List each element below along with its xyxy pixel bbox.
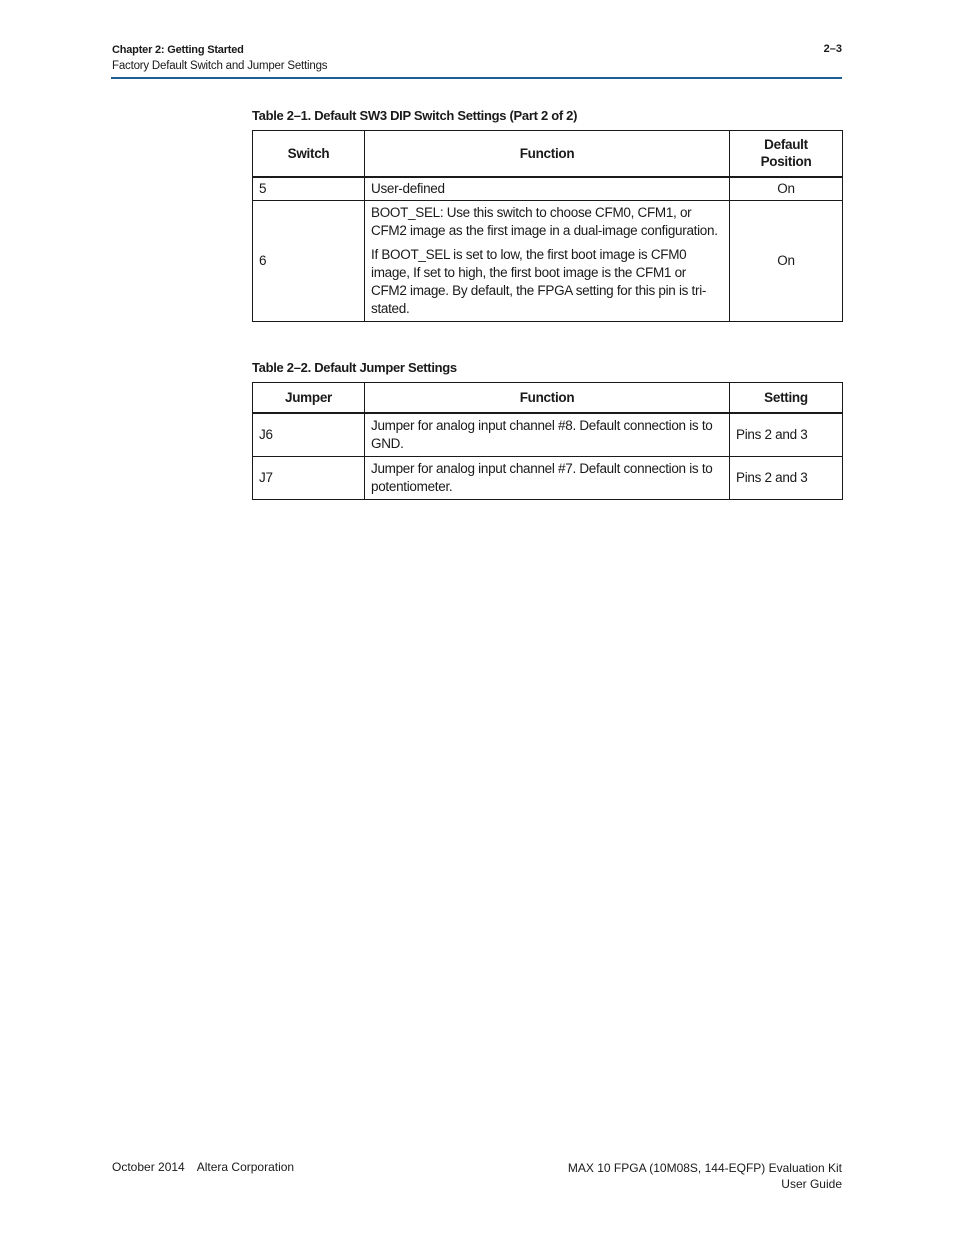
- table2-title: Table 2–2. Default Jumper Settings: [252, 360, 457, 375]
- footer-left: [112, 1160, 294, 1174]
- table-header-row: [253, 131, 843, 177]
- switch-number: 5: [253, 177, 365, 201]
- jumper-setting: Pins 2 and 3: [730, 456, 843, 499]
- jumper-function: Jumper for analog input channel #8. Default connection is to GND.: [365, 413, 730, 457]
- footer-product: MAX 10 FPGA (10M08S, 144-EQFP) Evaluation Kit: [567, 1161, 842, 1175]
- switch-function: [365, 201, 730, 322]
- jumper-setting: Pins 2 and 3: [730, 413, 843, 457]
- running-header: [112, 43, 327, 74]
- jumper-id: J6: [253, 413, 365, 457]
- function-text: BOOT_SEL: Use this switch to choose CFM0, CFM1, or CFM2 image as the first image in a dual-image configuration.: [371, 205, 718, 238]
- column-header-function: Function: [365, 383, 730, 413]
- table-header-row: [253, 383, 843, 413]
- footer-date: October 2014: [112, 1160, 185, 1174]
- default-position: On: [730, 201, 843, 322]
- table-row: [253, 413, 843, 457]
- function-text: If BOOT_SEL is set to low, the first boot image is CFM0 image, If set to high, the first boot image is the CFM1 or CFM2 image. By default, the FPGA setting for this pin is tri-stated.: [371, 247, 707, 316]
- footer-right: [568, 1160, 842, 1192]
- table-row: [253, 456, 843, 499]
- section-title: Factory Default Switch and Jumper Settings: [112, 60, 328, 72]
- jumper-id: J7: [253, 456, 365, 499]
- table1-title: Table 2–1. Default SW3 DIP Switch Settings (Part 2 of 2): [252, 108, 578, 123]
- chapter-title: Chapter 2: Getting Started: [112, 44, 244, 56]
- column-header-default-position: Default Position: [730, 131, 843, 177]
- footer-doc-type: User Guide: [781, 1177, 842, 1191]
- table-row: [253, 201, 843, 322]
- header-rule: [111, 77, 842, 79]
- function-text: User-defined: [371, 180, 445, 196]
- switch-number: 6: [253, 201, 365, 322]
- switch-function: [365, 177, 730, 201]
- page-number: 2–3: [823, 43, 842, 55]
- column-header-function: Function: [365, 131, 730, 177]
- table-row: [253, 177, 843, 201]
- column-header-setting: Setting: [730, 383, 843, 413]
- column-header-switch: Switch: [253, 131, 365, 177]
- dip-switch-table: [252, 130, 843, 322]
- jumper-table: [252, 382, 843, 500]
- footer-company: Altera Corporation: [196, 1160, 295, 1174]
- default-position: On: [730, 177, 843, 201]
- jumper-function: Jumper for analog input channel #7. Default connection is to potentiometer.: [365, 456, 730, 499]
- column-header-jumper: Jumper: [253, 383, 365, 413]
